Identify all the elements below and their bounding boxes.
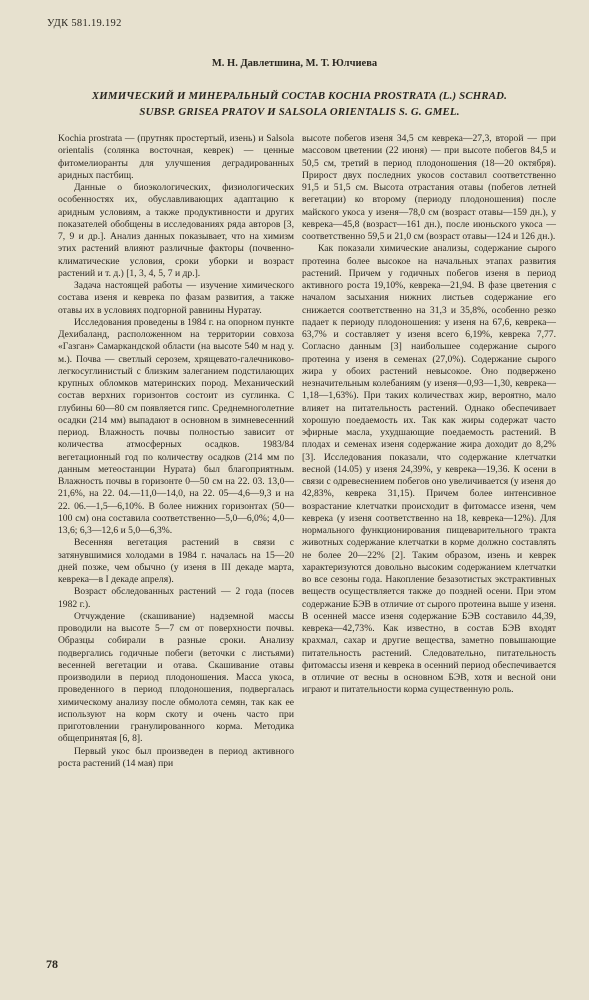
paragraph: Возраст обследованных растений — 2 года (посев 1982 г.). bbox=[58, 586, 294, 610]
paragraph: Первый укос был произведен в период активного роста растений (14 мая) при bbox=[58, 745, 294, 769]
paragraph: Данные о биоэкологических, физиологических особенностях их, обуславливающих адаптацию к аридным условиям, а также продуктивности и других показателей обобщены в исследованиях ряда авторов [3, 7, 9 и др.]. Анализ данных показывает, что на химизм этих растений влияют различные факторы (почвенно-климатические условия, сроки уборки и возраст растений и т. д.) [1, 3, 4, 5, 7 и др.]. bbox=[58, 182, 294, 279]
page-number: 78 bbox=[46, 957, 58, 971]
paragraph: высоте побегов изеня 34,5 см кеврека—27,3, второй — при массовом цветении (22 июня) — при высоте побегов 84,5 и 50,5 см, третий в период плодоношения (18—20 октября). Прирост двух последних укосов составил соответственно 91,5 и 51,5 см. Высота отрастания отавы (побегов летней вегетации) ко второму (периоду плодоношения) после майского укоса у изеня—78,0 см (возраст отавы—159 дн.), у кеврека—45,8 (возраст—161 дн.), после июньского укоса — соответственно 59,5 и 21,0 см (возраст отавы—124 и 126 дн.). bbox=[302, 133, 556, 242]
authors: М. Н. Давлетшина, М. Т. Юлчиева bbox=[211, 58, 378, 69]
paragraph: Исследования проведены в 1984 г. на опорном пункте Дехибаланд, расположенном на территории совхоза «Газган» Самаркандской области (на высоте 540 м над у. м.). Почва — светлый серозем, хрящевато-галечниково-легкосуглинистый с близким залеганием подстилающих крупных обломков материнских пород. Механический состав верхних горизонтов состоит из суглинка. С глубины 60—80 см появляется гипс. Среднемноголетние осадки (214 мм) выпадают в основном в зимневесенний период. Влажность почвы полностью зависит от количества атмосферных осадков. 1983/84 вегетационный год по количеству осадков (214 мм по данным метеостанции Нурата) был благоприятным. Влажность почвы в горизонте 0—50 см на 22. 03. 13,0—21,6%, на 22. 04.—11,0—14,0, на 22. 05—4,6—9,3 и на 22. 06.—1,5—6,10%. В более нижних горизонтах (50—100 см) она составила соответственно—5,0—6,0%; 4,0—13,6; 6,3—12,6 и 5,0—6,3%. bbox=[58, 316, 294, 536]
paragraph: Kochia prostrata — (прутняк простертый, изень) и Salsola orientalis (солянка восточная, кеврек) — ценные фитомелиоранты для улучшения деградированных аридных пастбищ. bbox=[58, 133, 294, 181]
udc-code: УДК 581.19.192 bbox=[47, 18, 122, 29]
paragraph: Весенняя вегетация растений в связи с затянувшимися холодами в 1984 г. началась на 15—20 дней позже, чем обычно (у изеня в III декаде марта, кеврека—в I декаде апреля). bbox=[58, 537, 294, 585]
paragraph: Отчуждение (скашивание) надземной массы проводили на высоте 5—7 см от поверхности почвы. Образцы собирали в разные сроки. Анализу подвергались годичные побеги (веточки с листьями) весенней вегетации и отава. Скашивание отавы производили в период плодоношения. Масса укоса, проведенного в период плодоношения, подвергалась химическому анализу после обмолота семян, так как ее используют на корм скоту и очень часто при приготовлении гранулированного корма. Методика общепринятая [6, 8]. bbox=[58, 610, 294, 745]
paragraph: Задача настоящей работы — изучение химического состава изеня и кеврека по фазам развития, а также отавы их в условиях подгорной равнины Нуратау. bbox=[58, 280, 294, 316]
article-title bbox=[30, 88, 569, 120]
title-line-2: SUBSP. GRISEA PRATOV И SALSOLA ORIENTALIS S. G. GMEL. bbox=[139, 106, 460, 118]
title-line-1: ХИМИЧЕСКИЙ И МИНЕРАЛЬНЫЙ СОСТАВ KOCHIA PROSTRATA (L.) SCHRAD. bbox=[91, 90, 508, 102]
left-column bbox=[58, 133, 294, 770]
paragraph: Как показали химические анализы, содержание сырого протеина более высокое на начальных этапах развития растений. Причем у годичных побегов изеня в период активного роста 19,10%, кеврека—21,94. В фазе цветения с началом засыхания нижних листьев содержание его снижается соответственно на 31,3 и 35,8%, особенно резко падает к периоду плодоношения: у изеня на 67,6, кеврека—63,7% и составляет у изеня всего 6,19%, кеврека 7,77. Согласно данным [3] наибольшее содержание сырого протеина у изеня в семенах (27,0%). Содержание сырого жира у обоих растений невысокое. Оно подвержено незначительным колебаниям (у изеня—0,93—1,30, кеврека—1,18—1,63%). При таких количествах жир, вероятно, мало влияет на питательность растений. Однако обеспечивает хорошую поедаемость их. Так как жиры содержат часто эфирные масла, ухудшающие поедаемость растений. В плодах и семенах изеня содержание жира доходит до 8,2% [3]. Исследования показали, что содержание клетчатки весной (14.05) у изеня 24,39%, у кеврека—19,36. К осени в связи с одревеснением побегов оно увеличивается (у изеня до 42,83%, кеврека 31,15). Причем более интенсивное возрастание клетчатки происходит в фитомассе изеня, чем кеврека (у изеня соответственно на 18, кеврека—12%). Для нормального функционирования пищеварительного тракта животных содержание клетчатки в корме должно составлять не более 20—22% [2]. Таким образом, изень и кеврек характеризуются довольно высоким содержанием клетчатки во все сезоны года. Накопление безазотистых экстрактивных веществ осуществляется также до поздней осени. При этом содержание БЭВ в отличие от сырого протеина выше у изеня. В осенней массе изеня содержание БЭВ составило 44,39, кеврека—42,73%. Как известно, в состав БЭВ входят крахмал, сахар и другие вещества, заметно повышающие питательность растений. Следовательно, питательность фитомассы изеня и кеврека в осенний период обеспечивается в отличие от весны в основном БЭВ, хотя и весной они играют и питательности корма существенную роль. bbox=[302, 243, 556, 696]
right-column bbox=[302, 133, 556, 697]
